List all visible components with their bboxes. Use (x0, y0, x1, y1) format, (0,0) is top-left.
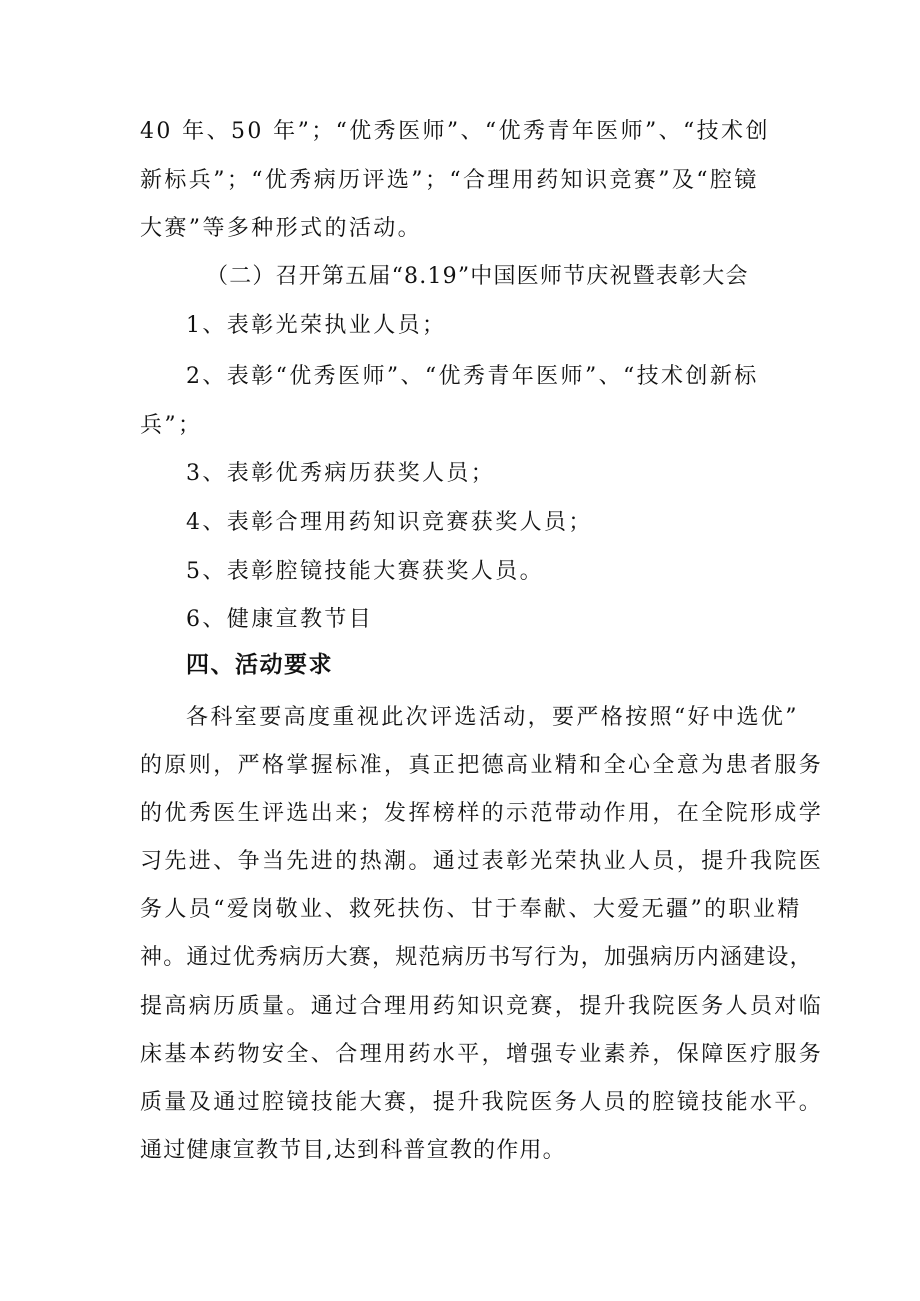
award-item-3: 3、表彰优秀病历获奖人员； (186, 461, 496, 486)
award-item-4: 4、表彰合理用药知识竞赛获奖人员； (186, 510, 593, 535)
requirements-line-9: 质量及通过腔镜技能大赛，提升我院医务人员的腔镜技能水平。 (140, 1090, 824, 1115)
intro-line-3: 大赛”等多种形式的活动。 (140, 216, 423, 241)
section-heading: 四、活动要求 (186, 652, 333, 678)
requirements-line-7: 提高病历质量。通过合理用药知识竞赛，提升我院医务人员对临 (140, 994, 824, 1019)
award-item-6: 6、健康宣教节目 (186, 607, 374, 632)
requirements-line-3: 的优秀医生评选出来；发挥榜样的示范带动作用，在全院形成学 (140, 801, 824, 826)
requirements-line-6: 神。通过优秀病历大赛，规范病历书写行为，加强病历内涵建设， (140, 945, 813, 970)
award-item-5: 5、表彰腔镜技能大赛获奖人员。 (186, 559, 544, 584)
requirements-line-1: 各科室要高度重视此次评选活动，要严格按照“好中选优” (186, 705, 799, 730)
subsection-title: （二）召开第五届“8.19”中国医师节庆祝暨表彰大会 (206, 264, 749, 289)
award-item-2-continuation: 兵”； (140, 413, 203, 438)
intro-line-1: 40 年、50 年”；“优秀医师”、“优秀青年医师”、“技术创 (140, 119, 770, 144)
requirements-line-8: 床基本药物安全、合理用药水平，增强专业素养，保障医疗服务 (140, 1042, 824, 1067)
requirements-line-10: 通过健康宣教节目,达到科普宣教的作用。 (140, 1138, 566, 1163)
award-item-2: 2、表彰“优秀医师”、“优秀青年医师”、“技术创新标 (186, 364, 759, 389)
requirements-line-4: 习先进、争当先进的热潮。通过表彰光荣执业人员，提升我院医 (140, 849, 824, 874)
requirements-line-2: 的原则，严格掌握标准，真正把德高业精和全心全意为患者服务 (140, 753, 824, 778)
award-item-1: 1、表彰光荣执业人员； (186, 313, 447, 338)
intro-line-2: 新标兵”；“优秀病历评选”；“合理用药知识竞赛”及“腔镜 (140, 168, 759, 193)
requirements-line-5: 务人员“爱岗敬业、救死扶伤、甘于奉献、大爱无疆”的职业精 (140, 897, 802, 922)
